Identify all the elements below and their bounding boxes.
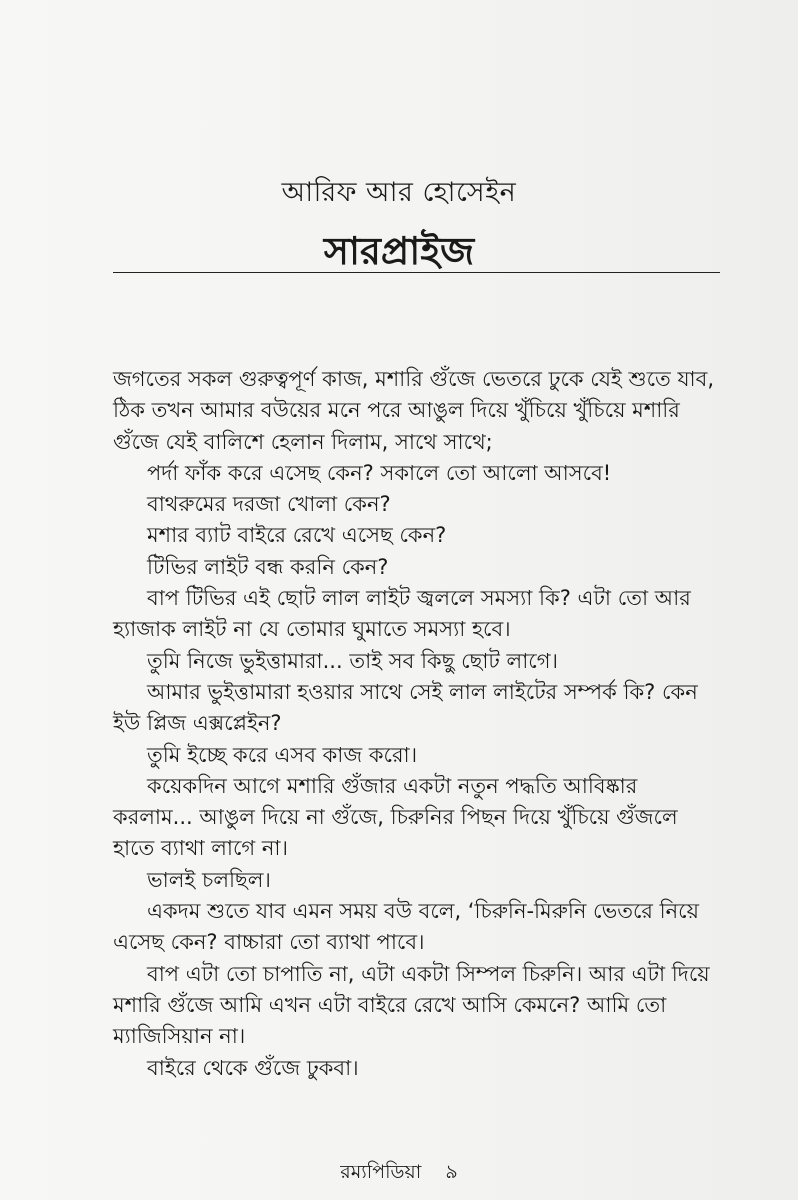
running-title: রম্যপিডিয়া bbox=[340, 1161, 422, 1183]
page-number: ৯ bbox=[445, 1161, 458, 1183]
footer-spacer bbox=[427, 1161, 439, 1183]
paragraph: তুমি নিজে ভুইত্তামারা... তাই সব কিছু ছোট লাগে। bbox=[147, 648, 559, 673]
paragraph: ভালই চলছিল। bbox=[147, 867, 271, 892]
paragraph: বাথরুমের দরজা খোলা কেন? bbox=[147, 492, 391, 517]
paragraph: টিভির লাইট বন্ধ করনি কেন? bbox=[147, 554, 389, 579]
story-body bbox=[113, 364, 719, 1084]
paragraph: বাইরে থেকে গুঁজে ঢুকবা। bbox=[147, 1055, 359, 1080]
paragraph: একদম শুতে যাব এমন সময় বউ বলে, ‘চিরুনি-মিরুনি ভেতরে নিয়ে এসেছ কেন? বাচ্চারা তো ব্যাথা পাবে। bbox=[113, 899, 699, 955]
paragraph: আমার ভুইত্তামারা হওয়ার সাথে সেই লাল লাইটের সম্পর্ক কি? কেন ইউ প্লিজ এক্সপ্লেইন? bbox=[113, 679, 698, 736]
paragraph: কয়েকদিন আগে মশারি গুঁজার একটা নতুন পদ্ধতি আবিষ্কার করলাম... আঙুল দিয়ে না গুঁজে, চিরুনির পিছন দিয়ে খুঁচিয়ে গুঁজলে হাতে ব্যাথা লাগে না। bbox=[113, 773, 678, 861]
paragraph: বাপ এটা তো চাপাতি না, এটা একটা সিম্পল চিরুনি। আর এটা দিয়ে মশারি গুঁজে আমি এখন এটা বাইরে রেখে আসি কেমনে? আমি তো ম্যাজিসিয়ান না। bbox=[113, 961, 710, 1049]
title-divider bbox=[113, 272, 720, 273]
paragraph: পর্দা ফাঁক করে এসেছ কেন? সকালে তো আলো আসবে! bbox=[147, 460, 612, 485]
paragraph: মশার ব্যাট বাইরে রেখে এসেছ কেন? bbox=[147, 523, 447, 548]
paragraph: জগতের সকল গুরুত্বপূর্ণ কাজ, মশারি গুঁজে ভেতরে ঢুকে যেই শুতে যাব, ঠিক তখন আমার বউয়ের মনে পরে আঙুল দিয়ে খুঁচিয়ে খুঁচিয়ে মশারি গুঁজে যেই বালিশে হেলান দিলাম, সাথে সাথে; bbox=[113, 367, 715, 454]
paragraph: তুমি ইচ্ছে করে এসব কাজ করো। bbox=[147, 742, 418, 767]
story-title: সারপ্রাইজ bbox=[323, 229, 475, 273]
page-footer bbox=[0, 1158, 798, 1190]
paragraph: বাপ টিভির এই ছোট লাল লাইট জ্বললে সমস্যা কি? এটা তো আর হ্যাজাক লাইট না যে তোমার ঘুমাতে সমস্যা হবে। bbox=[113, 586, 691, 642]
author-name: আরিফ আর হোসেইন bbox=[281, 177, 517, 208]
